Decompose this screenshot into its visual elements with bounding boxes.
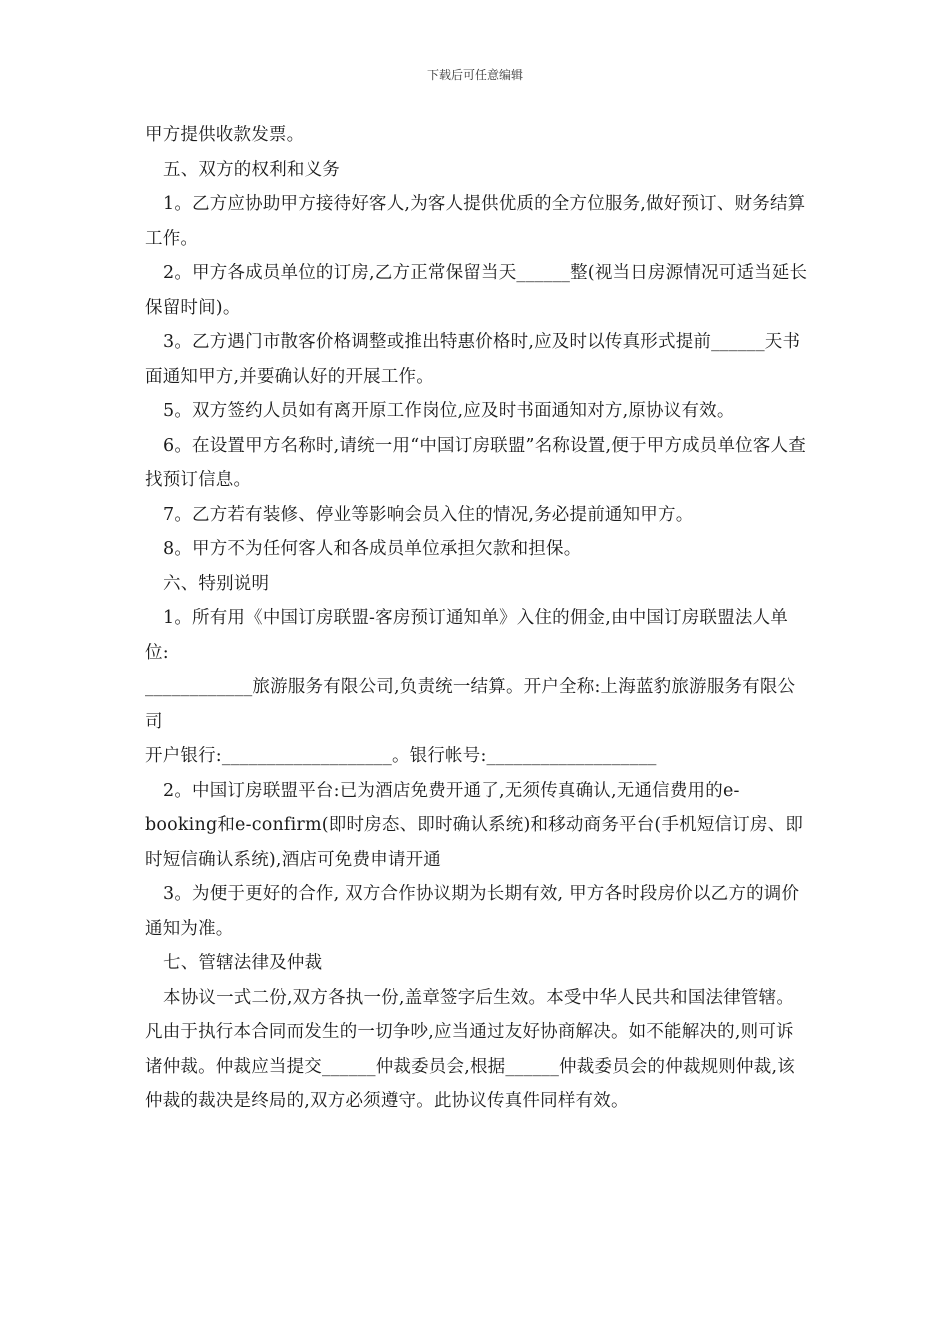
clause-5-1: 1。乙方应协助甲方接待好客人,为客人提供优质的全方位服务,做好预订、财务结算工作。 [145,194,806,249]
page-header: 下载后可任意编辑 [426,68,523,82]
document-body [145,118,810,1119]
clause-5-6: 6。在设置甲方名称时,请统一用“中国订房联盟”名称设置,便于甲方成员单位客人查找预订信息。 [145,435,806,490]
clause-6-1-bank: 开户银行:___________________。银行帐号:___________________ [145,746,657,766]
clause-6-1-company: ____________旅游服务有限公司,负责统一结算。开户全称:上海蓝豹旅游服务有限公司 [145,677,796,732]
clause-5-3: 3。乙方遇门市散客价格调整或推出特惠价格时,应及时以传真形式提前______天书面通知甲方,并要确认好的开展工作。 [145,332,801,387]
clause-5-8: 8。甲方不为任何客人和各成员单位承担欠款和担保。 [163,539,582,559]
clause-5-5: 5。双方签约人员如有离开原工作岗位,应及时书面通知对方,原协议有效。 [163,401,735,421]
section-heading-special: 六、特别说明 [163,573,270,594]
clause-7-body: 本协议一式二份,双方各执一份,盖章签字后生效。本受中华人民共和国法律管辖。凡由于执行本合同而发生的一切争吵,应当通过友好协商解决。如不能解决的,则可诉诸仲裁。仲裁应当提交______仲裁委员会,根据______仲裁委员会的仲裁规则仲裁,该仲裁的裁决是终局的,双方必须遵守。此协议传真件同样有效。 [145,987,795,1111]
section-heading-arbitration: 七、管辖法律及仲裁 [163,953,323,973]
clause-6-1: 1。所有用《中国订房联盟-客房预订通知单》入住的佣金,由中国订房联盟法人单位: [145,608,789,663]
clause-5-7: 7。乙方若有装修、停业等影响会员入住的情况,务必提前通知甲方。 [163,504,694,525]
clause-6-3: 3。为便于更好的合作, 双方合作协议期为长期有效, 甲方各时段房价以乙方的调价通知为准。 [145,884,800,939]
section-heading-rights: 五、双方的权利和义务 [163,159,340,180]
clause-6-2: 2。中国订房联盟平台:已为酒店免费开通了,无须传真确认,无通信费用的e-booking和e-confirm(即时房态、即时确认系统)和移动商务平台(手机短信订房、即时短信确认系统),酒店可免费申请开通 [145,780,804,870]
paragraph-receipt: 甲方提供收款发票。 [145,125,305,145]
clause-5-2: 2。甲方各成员单位的订房,乙方正常保留当天______整(视当日房源情况可适当延长保留时间)。 [145,263,808,318]
